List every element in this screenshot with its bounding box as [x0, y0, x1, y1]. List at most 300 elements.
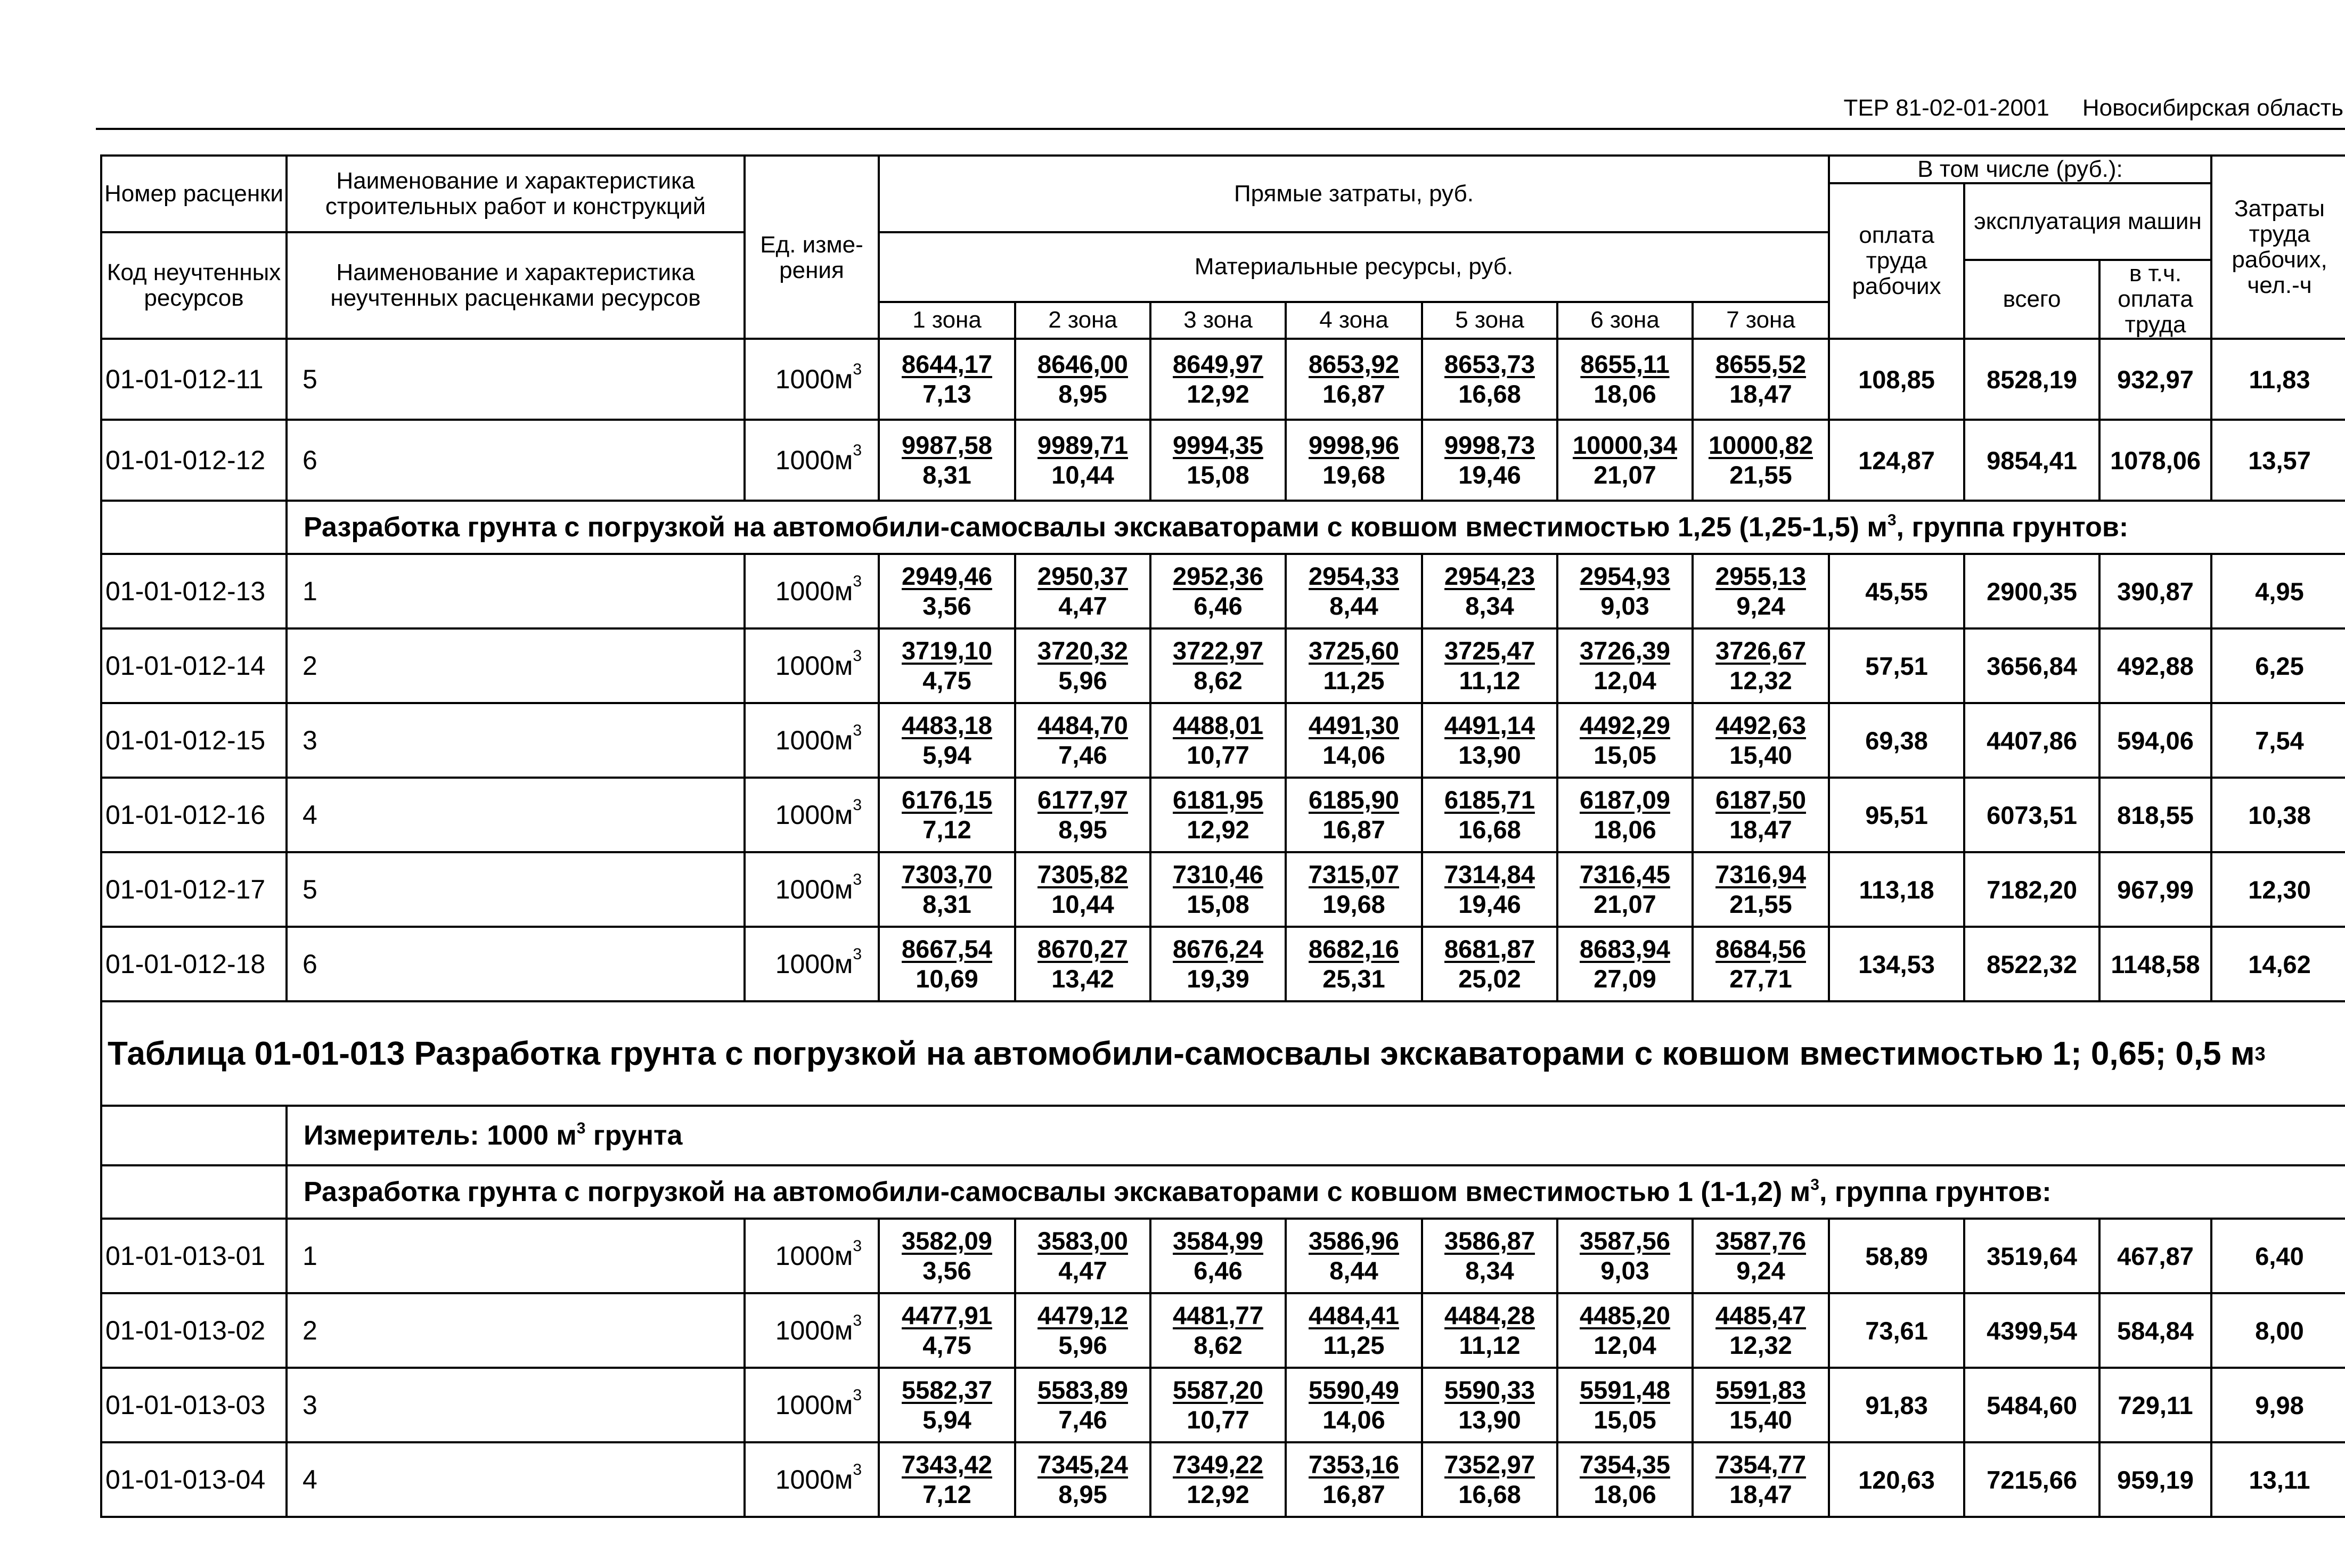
direct-cost: 4484,28 — [1444, 1301, 1535, 1329]
direct-cost: 3725,47 — [1444, 636, 1535, 665]
mach-wages-value: 390,87 — [2099, 554, 2211, 628]
direct-cost: 9998,96 — [1309, 431, 1399, 459]
soil-group: 1 — [287, 554, 745, 628]
direct-cost: 2954,33 — [1309, 562, 1399, 590]
zone-6-cost — [1557, 1293, 1693, 1368]
material-cost: 13,42 — [1051, 965, 1114, 993]
zone-5-cost — [1422, 554, 1557, 628]
col-header-direct-costs: Прямые затраты, руб. — [879, 156, 1829, 232]
direct-cost: 4479,12 — [1037, 1301, 1128, 1329]
col-header-material: Материальные ресурсы, руб. — [879, 232, 1829, 302]
heading-exponent: 3 — [1887, 511, 1897, 529]
mach-total-value: 3519,64 — [1964, 1219, 2099, 1293]
material-cost: 9,24 — [1736, 592, 1785, 620]
col-header-name2: Наименование и характеристика неучтенных расценками ресурсов — [287, 232, 745, 339]
zone-1-cost — [879, 554, 1015, 628]
table-row — [101, 1368, 2345, 1442]
mach-total-value: 7182,20 — [1964, 852, 2099, 927]
material-cost: 8,62 — [1194, 666, 1243, 695]
unit-exponent: 3 — [853, 1312, 862, 1329]
mach-wages-value: 818,55 — [2099, 778, 2211, 852]
zone-7-cost — [1693, 628, 1829, 703]
direct-cost: 7354,77 — [1715, 1450, 1806, 1479]
wages-value: 120,63 — [1829, 1442, 1964, 1517]
material-cost: 18,47 — [1729, 1480, 1792, 1508]
direct-cost: 7310,46 — [1173, 860, 1263, 888]
mach-wages-value: 959,19 — [2099, 1442, 2211, 1517]
zone-5-cost — [1422, 1368, 1557, 1442]
direct-cost: 8653,92 — [1309, 350, 1399, 378]
document-header — [1758, 95, 2343, 121]
direct-cost: 3726,39 — [1580, 636, 1670, 665]
direct-cost: 7353,16 — [1309, 1450, 1399, 1479]
material-cost: 21,07 — [1594, 890, 1656, 918]
direct-cost: 5582,37 — [902, 1376, 992, 1404]
zone-7-cost — [1693, 420, 1829, 501]
unit-cell — [745, 927, 879, 1001]
mach-wages-value: 1148,58 — [2099, 927, 2211, 1001]
section-heading-row — [101, 501, 2345, 554]
rate-code: 01-01-013-04 — [101, 1442, 287, 1517]
section-heading — [287, 501, 2345, 554]
labor-value: 6,40 — [2211, 1219, 2345, 1293]
wages-value: 134,53 — [1829, 927, 1964, 1001]
zone-5-cost — [1422, 852, 1557, 927]
zone-3-cost — [1150, 1442, 1286, 1517]
material-cost: 12,04 — [1594, 666, 1656, 695]
labor-value: 13,57 — [2211, 420, 2345, 501]
zone-2-cost — [1015, 852, 1150, 927]
direct-cost: 2949,46 — [902, 562, 992, 590]
unit-value: 1000м — [775, 725, 853, 755]
material-cost: 14,06 — [1322, 741, 1385, 769]
col-header-labor: Затраты труда рабочих, чел.-ч — [2211, 156, 2345, 339]
mach-total-value: 8522,32 — [1964, 927, 2099, 1001]
material-cost: 8,44 — [1329, 592, 1378, 620]
measure-tail: грунта — [585, 1120, 683, 1151]
heading-tail: , группа грунтов: — [1896, 512, 2129, 543]
zone-3-cost — [1150, 852, 1286, 927]
zone-4-cost — [1286, 1293, 1422, 1368]
unit-exponent: 3 — [853, 647, 862, 665]
labor-value: 10,38 — [2211, 778, 2345, 852]
zone-1-cost — [879, 420, 1015, 501]
zone-header-1: 1 зона — [879, 302, 1015, 339]
zone-3-cost — [1150, 628, 1286, 703]
rate-code: 01-01-012-12 — [101, 420, 287, 501]
unit-exponent: 3 — [853, 573, 862, 590]
material-cost: 4,47 — [1058, 1256, 1107, 1285]
unit-cell — [745, 1442, 879, 1517]
mach-total-value: 6073,51 — [1964, 778, 2099, 852]
zone-7-cost — [1693, 852, 1829, 927]
col-header-wages: оплата труда рабочих — [1829, 183, 1964, 339]
unit-cell — [745, 554, 879, 628]
material-cost: 18,47 — [1729, 380, 1792, 408]
zone-7-cost — [1693, 927, 1829, 1001]
direct-cost: 7352,97 — [1444, 1450, 1535, 1479]
zone-1-cost — [879, 703, 1015, 778]
zone-header-3: 3 зона — [1150, 302, 1286, 339]
direct-cost: 5591,48 — [1580, 1376, 1670, 1404]
zone-header-6: 6 зона — [1557, 302, 1693, 339]
unit-cell — [745, 1368, 879, 1442]
direct-cost: 7345,24 — [1037, 1450, 1128, 1479]
col-header-machines: эксплуатация машин — [1964, 183, 2211, 260]
unit-cell — [745, 1219, 879, 1293]
direct-cost: 9994,35 — [1173, 431, 1263, 459]
zone-2-cost — [1015, 420, 1150, 501]
zone-4-cost — [1286, 420, 1422, 501]
direct-cost: 8655,11 — [1580, 350, 1670, 378]
rate-code: 01-01-012-13 — [101, 554, 287, 628]
direct-cost: 4483,18 — [902, 711, 992, 739]
material-cost: 6,46 — [1194, 1256, 1243, 1285]
zone-6-cost — [1557, 703, 1693, 778]
zone-5-cost — [1422, 1442, 1557, 1517]
zone-3-cost — [1150, 1293, 1286, 1368]
table-row — [101, 1442, 2345, 1517]
heading-text: Разработка грунта с погрузкой на автомобили-самосвалы экскаваторами с ковшом вместимостью 1,25 (1,25-1,5) м — [304, 512, 1888, 543]
material-cost: 10,77 — [1187, 1406, 1249, 1434]
mach-wages-value: 467,87 — [2099, 1219, 2211, 1293]
soil-group: 2 — [287, 628, 745, 703]
header-rule — [96, 128, 2345, 130]
material-cost: 8,95 — [1058, 380, 1107, 408]
zone-4-cost — [1286, 1219, 1422, 1293]
direct-cost: 7303,70 — [902, 860, 992, 888]
mach-wages-value: 932,97 — [2099, 339, 2211, 420]
mach-total-value: 5484,60 — [1964, 1368, 2099, 1442]
material-cost: 4,75 — [922, 1331, 971, 1359]
mach-wages-value: 729,11 — [2099, 1368, 2211, 1442]
material-cost: 11,12 — [1459, 666, 1521, 695]
material-cost: 11,25 — [1323, 1331, 1385, 1359]
material-cost: 11,25 — [1323, 666, 1385, 695]
zone-1-cost — [879, 852, 1015, 927]
zone-4-cost — [1286, 628, 1422, 703]
labor-value: 8,00 — [2211, 1293, 2345, 1368]
rate-code: 01-01-012-15 — [101, 703, 287, 778]
direct-cost: 4481,77 — [1173, 1301, 1263, 1329]
table-title-exponent: 3 — [2254, 1043, 2266, 1065]
material-cost: 7,13 — [922, 380, 971, 408]
wages-value: 69,38 — [1829, 703, 1964, 778]
table-row — [101, 628, 2345, 703]
mach-total-value: 2900,35 — [1964, 554, 2099, 628]
measure-text: Измеритель: 1000 м — [304, 1120, 577, 1151]
direct-cost: 3584,99 — [1173, 1227, 1263, 1255]
unit-cell — [745, 703, 879, 778]
soil-group: 4 — [287, 1442, 745, 1517]
direct-cost: 9989,71 — [1037, 431, 1128, 459]
material-cost: 8,95 — [1058, 815, 1107, 844]
direct-cost: 4488,01 — [1173, 711, 1263, 739]
zone-2-cost — [1015, 628, 1150, 703]
table-row — [101, 1219, 2345, 1293]
mach-wages-value: 492,88 — [2099, 628, 2211, 703]
unit-value: 1000м — [775, 651, 853, 681]
direct-cost: 6187,50 — [1715, 786, 1806, 814]
direct-cost: 4491,14 — [1444, 711, 1535, 739]
soil-group: 6 — [287, 927, 745, 1001]
zone-6-cost — [1557, 927, 1693, 1001]
soil-group: 2 — [287, 1293, 745, 1368]
material-cost: 27,71 — [1729, 965, 1792, 993]
direct-cost: 3720,32 — [1037, 636, 1128, 665]
unit-exponent: 3 — [853, 722, 862, 739]
unit-value: 1000м — [775, 1465, 853, 1494]
zone-7-cost — [1693, 1368, 1829, 1442]
direct-cost: 8684,56 — [1715, 935, 1806, 963]
labor-value: 13,11 — [2211, 1442, 2345, 1517]
zone-3-cost — [1150, 420, 1286, 501]
material-cost: 19,68 — [1322, 890, 1385, 918]
direct-cost: 3586,96 — [1309, 1227, 1399, 1255]
direct-cost: 8683,94 — [1580, 935, 1670, 963]
rate-code: 01-01-012-14 — [101, 628, 287, 703]
zone-1-cost — [879, 927, 1015, 1001]
direct-cost: 7343,42 — [902, 1450, 992, 1479]
direct-cost: 8670,27 — [1037, 935, 1128, 963]
material-cost: 10,77 — [1187, 741, 1249, 769]
table-title — [101, 1001, 2345, 1106]
direct-cost: 4492,29 — [1580, 711, 1670, 739]
direct-cost: 3725,60 — [1309, 636, 1399, 665]
mach-total-value: 9854,41 — [1964, 420, 2099, 501]
zone-1-cost — [879, 628, 1015, 703]
direct-cost: 4492,63 — [1715, 711, 1806, 739]
zone-2-cost — [1015, 778, 1150, 852]
table-row — [101, 852, 2345, 927]
zone-3-cost — [1150, 554, 1286, 628]
zone-3-cost — [1150, 339, 1286, 420]
zone-1-cost — [879, 778, 1015, 852]
zone-5-cost — [1422, 927, 1557, 1001]
direct-cost: 5583,89 — [1037, 1376, 1128, 1404]
direct-cost: 6181,95 — [1173, 786, 1263, 814]
direct-cost: 6185,90 — [1309, 786, 1399, 814]
zone-1-cost — [879, 1219, 1015, 1293]
unit-exponent: 3 — [853, 361, 862, 378]
direct-cost: 5587,20 — [1173, 1376, 1263, 1404]
material-cost: 10,44 — [1051, 890, 1114, 918]
material-cost: 10,44 — [1051, 461, 1114, 489]
material-cost: 15,40 — [1729, 741, 1792, 769]
material-cost: 8,34 — [1465, 1256, 1514, 1285]
direct-cost: 7315,07 — [1309, 860, 1399, 888]
direct-cost: 7316,45 — [1580, 860, 1670, 888]
direct-cost: 5590,33 — [1444, 1376, 1535, 1404]
material-cost: 25,31 — [1322, 965, 1385, 993]
mach-total-value: 4399,54 — [1964, 1293, 2099, 1368]
unit-value: 1000м — [775, 949, 853, 979]
material-cost: 15,08 — [1187, 890, 1249, 918]
soil-group: 4 — [287, 778, 745, 852]
zone-4-cost — [1286, 703, 1422, 778]
zone-5-cost — [1422, 778, 1557, 852]
unit-value: 1000м — [775, 800, 853, 830]
material-cost: 16,87 — [1322, 1480, 1385, 1508]
wages-value: 73,61 — [1829, 1293, 1964, 1368]
col-header-code: Код неучтенных ресурсов — [101, 232, 287, 339]
rate-code: 01-01-012-17 — [101, 852, 287, 927]
zone-4-cost — [1286, 1442, 1422, 1517]
direct-cost: 4485,47 — [1715, 1301, 1806, 1329]
unit-cell — [745, 1293, 879, 1368]
empty-cell — [101, 1106, 287, 1165]
unit-value: 1000м — [775, 1316, 853, 1345]
zone-header-5: 5 зона — [1422, 302, 1557, 339]
material-cost: 8,44 — [1329, 1256, 1378, 1285]
zone-1-cost — [879, 1442, 1015, 1517]
material-cost: 5,96 — [1058, 666, 1107, 695]
measure — [287, 1106, 2345, 1165]
direct-cost: 6176,15 — [902, 786, 992, 814]
material-cost: 19,46 — [1458, 890, 1521, 918]
material-cost: 3,56 — [922, 592, 971, 620]
unit-exponent: 3 — [853, 1237, 862, 1255]
unit-cell — [745, 420, 879, 501]
mach-total-value: 7215,66 — [1964, 1442, 2099, 1517]
heading-text: Разработка грунта с погрузкой на автомобили-самосвалы экскаваторами с ковшом вместимостью 1 (1-1,2) м — [304, 1177, 1811, 1207]
direct-cost: 9998,73 — [1444, 431, 1535, 459]
wages-value: 91,83 — [1829, 1368, 1964, 1442]
unit-exponent: 3 — [853, 1386, 862, 1404]
rate-code: 01-01-013-02 — [101, 1293, 287, 1368]
zone-6-cost — [1557, 1442, 1693, 1517]
zone-6-cost — [1557, 554, 1693, 628]
direct-cost: 7316,94 — [1715, 860, 1806, 888]
material-cost: 16,87 — [1322, 380, 1385, 408]
direct-cost: 9987,58 — [902, 431, 992, 459]
direct-cost: 8649,97 — [1173, 350, 1263, 378]
zone-2-cost — [1015, 1293, 1150, 1368]
material-cost: 13,90 — [1458, 1406, 1521, 1434]
direct-cost: 7354,35 — [1580, 1450, 1670, 1479]
mach-wages-value: 1078,06 — [2099, 420, 2211, 501]
direct-cost: 4484,70 — [1037, 711, 1128, 739]
zone-6-cost — [1557, 339, 1693, 420]
unit-cell — [745, 852, 879, 927]
empty-cell — [101, 501, 287, 554]
table-row — [101, 339, 2345, 420]
direct-cost: 6185,71 — [1444, 786, 1535, 814]
material-cost: 4,75 — [922, 666, 971, 695]
material-cost: 8,31 — [922, 890, 971, 918]
material-cost: 16,68 — [1458, 1480, 1521, 1508]
unit-value: 1000м — [775, 1241, 853, 1271]
material-cost: 6,46 — [1194, 592, 1243, 620]
zone-7-cost — [1693, 554, 1829, 628]
col-header-mach-total: всего — [1964, 260, 2099, 339]
section-heading-row — [101, 1165, 2345, 1219]
material-cost: 7,12 — [922, 1480, 971, 1508]
rate-code: 01-01-012-16 — [101, 778, 287, 852]
section-heading — [287, 1165, 2345, 1219]
mach-total-value: 8528,19 — [1964, 339, 2099, 420]
material-cost: 5,94 — [922, 741, 971, 769]
wages-value: 108,85 — [1829, 339, 1964, 420]
zone-6-cost — [1557, 1219, 1693, 1293]
direct-cost: 8667,54 — [902, 935, 992, 963]
material-cost: 12,32 — [1729, 666, 1792, 695]
labor-value: 14,62 — [2211, 927, 2345, 1001]
zone-header-2: 2 зона — [1015, 302, 1150, 339]
zone-3-cost — [1150, 927, 1286, 1001]
material-cost: 5,96 — [1058, 1331, 1107, 1359]
zone-2-cost — [1015, 1368, 1150, 1442]
unit-value: 1000м — [775, 576, 853, 606]
zone-5-cost — [1422, 703, 1557, 778]
labor-value: 9,98 — [2211, 1368, 2345, 1442]
material-cost: 19,46 — [1458, 461, 1521, 489]
col-header-number: Номер расценки — [101, 156, 287, 232]
price-table — [100, 154, 2345, 1518]
material-cost: 12,04 — [1594, 1331, 1656, 1359]
material-cost: 15,40 — [1729, 1406, 1792, 1434]
direct-cost: 3583,00 — [1037, 1227, 1128, 1255]
table-row — [101, 778, 2345, 852]
table-title-text: Таблица 01-01-013 Разработка грунта с погрузкой на автомобили-самосвалы экскаваторами с ковшом вместимостью 1; 0,65; 0,5 м — [108, 1035, 2255, 1072]
heading-exponent: 3 — [1810, 1176, 1819, 1194]
wages-value: 113,18 — [1829, 852, 1964, 927]
zone-6-cost — [1557, 420, 1693, 501]
direct-cost: 2950,37 — [1037, 562, 1128, 590]
zone-7-cost — [1693, 1293, 1829, 1368]
unit-value: 1000м — [775, 364, 853, 394]
rate-code: 01-01-012-11 — [101, 339, 287, 420]
zone-2-cost — [1015, 1219, 1150, 1293]
direct-cost: 8682,16 — [1309, 935, 1399, 963]
zone-2-cost — [1015, 1442, 1150, 1517]
rate-code: 01-01-012-18 — [101, 927, 287, 1001]
zone-3-cost — [1150, 1219, 1286, 1293]
direct-cost: 8655,52 — [1715, 350, 1806, 378]
direct-cost: 2955,13 — [1715, 562, 1806, 590]
material-cost: 15,05 — [1594, 741, 1656, 769]
labor-value: 7,54 — [2211, 703, 2345, 778]
col-header-unit: Ед. изме-рения — [745, 156, 879, 339]
material-cost: 21,07 — [1594, 461, 1656, 489]
zone-5-cost — [1422, 1219, 1557, 1293]
measure-exponent: 3 — [576, 1120, 586, 1137]
direct-cost: 8676,24 — [1173, 935, 1263, 963]
material-cost: 16,68 — [1458, 380, 1521, 408]
unit-exponent: 3 — [853, 945, 862, 963]
table-title-row — [101, 1001, 2345, 1106]
zone-2-cost — [1015, 703, 1150, 778]
zone-6-cost — [1557, 778, 1693, 852]
material-cost: 8,31 — [922, 461, 971, 489]
mach-total-value: 4407,86 — [1964, 703, 2099, 778]
direct-cost: 2954,23 — [1444, 562, 1535, 590]
zone-1-cost — [879, 1368, 1015, 1442]
material-cost: 9,24 — [1736, 1256, 1785, 1285]
zone-7-cost — [1693, 1219, 1829, 1293]
zone-4-cost — [1286, 852, 1422, 927]
material-cost: 9,03 — [1600, 592, 1649, 620]
direct-cost: 6177,97 — [1037, 786, 1128, 814]
zone-6-cost — [1557, 628, 1693, 703]
material-cost: 9,03 — [1600, 1256, 1649, 1285]
unit-cell — [745, 778, 879, 852]
soil-group: 6 — [287, 420, 745, 501]
document-region: Новосибирская область — [2082, 95, 2343, 121]
material-cost: 12,92 — [1187, 380, 1249, 408]
material-cost: 11,12 — [1459, 1331, 1521, 1359]
zone-2-cost — [1015, 554, 1150, 628]
